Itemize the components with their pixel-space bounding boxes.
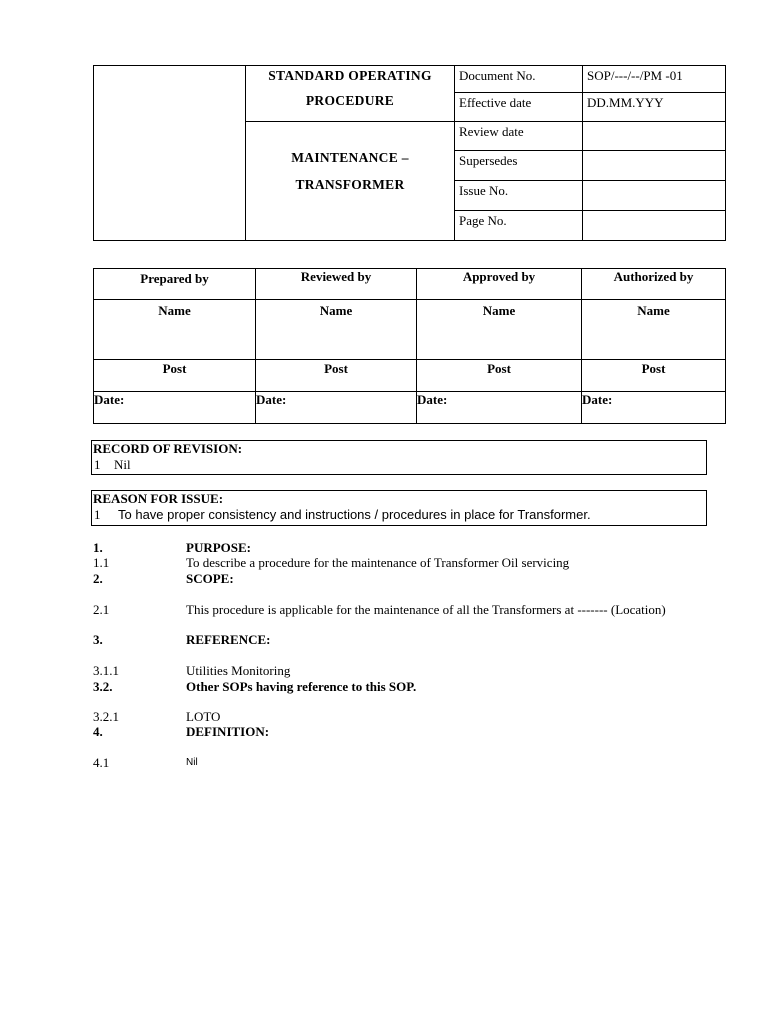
prepared-by-name: Name [94, 300, 256, 360]
section-1-1-text: To describe a procedure for the maintenance of Transformer Oil servicing [186, 555, 570, 570]
authorized-by-post: Post [582, 360, 726, 392]
issue-no-value [583, 181, 726, 211]
section-3-title: REFERENCE: [186, 632, 271, 647]
sop-title-line1: STANDARD OPERATING [268, 68, 432, 83]
page-no-label: Page No. [455, 211, 583, 241]
reviewed-by-header: Reviewed by [256, 269, 417, 300]
section-3-1-1-number: 3.1.1 [93, 663, 119, 678]
section-2-title: SCOPE: [186, 571, 234, 586]
reason-item-number: 1 [94, 507, 101, 522]
reason-item-text: To have proper consistency and instructions / procedures in place for Transformer. [118, 507, 591, 522]
effective-date-label: Effective date [455, 93, 583, 122]
revision-item-text: Nil [114, 457, 131, 472]
section-2-1-text: This procedure is applicable for the maintenance of all the Transformers at ------- (Location) [186, 602, 666, 617]
authorized-by-name: Name [582, 300, 726, 360]
approved-by-header: Approved by [417, 269, 582, 300]
revision-item-number: 1 [94, 457, 101, 472]
document-no-label: Document No. [455, 66, 583, 93]
section-2-1-number: 2.1 [93, 602, 110, 617]
prepared-by-date: Date: [94, 392, 256, 424]
authorized-by-date: Date: [582, 392, 726, 424]
sop-subtitle [246, 122, 455, 241]
sop-title [246, 66, 455, 122]
approved-by-date: Date: [417, 392, 582, 424]
effective-date-value: DD.MM.YYY [583, 93, 726, 122]
section-3-2-1-text: LOTO [186, 709, 221, 724]
section-1-number: 1. [93, 540, 103, 555]
section-4-number: 4. [93, 724, 103, 739]
record-of-revision-box [91, 440, 707, 475]
issue-no-label: Issue No. [455, 181, 583, 211]
record-of-revision-heading: RECORD OF REVISION: [93, 441, 243, 456]
supersedes-label: Supersedes [455, 151, 583, 181]
sop-subtitle-line1: MAINTENANCE – [291, 150, 409, 165]
supersedes-value [583, 151, 726, 181]
section-1-1-number: 1.1 [93, 555, 110, 570]
section-3-2-1-number: 3.2.1 [93, 709, 119, 724]
reviewed-by-post: Post [256, 360, 417, 392]
logo-area [94, 66, 246, 241]
section-3-1-1-text: Utilities Monitoring [186, 663, 291, 678]
approved-by-post: Post [417, 360, 582, 392]
section-1-title: PURPOSE: [186, 540, 251, 555]
section-4-title: DEFINITION: [186, 724, 270, 739]
reviewed-by-name: Name [256, 300, 417, 360]
document-header-table [93, 65, 726, 241]
section-2-number: 2. [93, 571, 103, 586]
approved-by-name: Name [417, 300, 582, 360]
section-3-2-number: 3.2. [93, 679, 113, 694]
document-no-value: SOP/---/--/PM -01 [583, 66, 726, 93]
sop-subtitle-line2: TRANSFORMER [295, 177, 405, 192]
reason-for-issue-box [91, 490, 707, 526]
review-date-value [583, 122, 726, 151]
sop-title-line2: PROCEDURE [305, 93, 395, 108]
section-3-2-text: Other SOPs having reference to this SOP. [186, 679, 417, 694]
reason-for-issue-heading: REASON FOR ISSUE: [93, 491, 224, 506]
authorized-by-header: Authorized by [582, 269, 726, 300]
review-date-label: Review date [455, 122, 583, 151]
section-4-1-text: Nil [186, 757, 198, 768]
section-3-number: 3. [93, 632, 103, 647]
reviewed-by-date: Date: [256, 392, 417, 424]
prepared-by-post: Post [94, 360, 256, 392]
page-no-value [583, 211, 726, 241]
section-4-1-number: 4.1 [93, 755, 110, 770]
prepared-by-header: Prepared by [94, 269, 256, 300]
approval-signatures-table [93, 268, 726, 424]
